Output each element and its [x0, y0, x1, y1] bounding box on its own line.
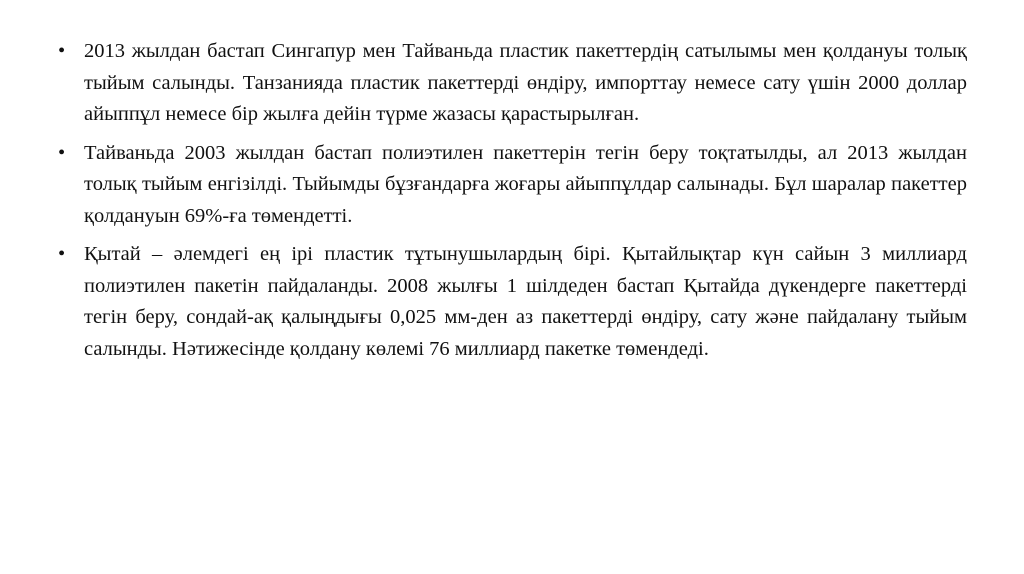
- bullet-item-china: [58, 239, 967, 365]
- bullet-item-singapore-taiwan-tanzania: [58, 36, 967, 131]
- bullet-item-taiwan: [58, 138, 967, 233]
- bullet-list: [58, 36, 967, 372]
- bullet-text: Тайваньда 2003 жылдан бастап полиэтилен пакеттерін тегін беру тоқтатылды, ал 2013 жылдан толық тыйым енгізілді. Тыйымды бұзғандарға жоғары айыппұлдар салынады. Бұл шаралар пакеттер қолдануын 69%-ға төмендетті.: [84, 141, 967, 227]
- bullet-text: Қытай – әлемдегі ең ірі пластик тұтынушылардың бірі. Қытайлықтар күн сайын 3 миллиард полиэтилен пакетін пайдаланды. 2008 жылғы 1 шілдеден бастап Қытайда дүкендерге пакеттерді тегін беру, сондай-ақ қалыңдығы 0,025 мм-ден аз пакеттерді өндіру, сату және пайдалану тыйым салынды. Нәтижесінде қолдану көлемі 76 миллиард пакетке төмендеді.: [84, 243, 967, 360]
- bullet-icon: •: [58, 40, 66, 62]
- bullet-icon: •: [58, 141, 66, 164]
- bullet-icon: •: [58, 243, 66, 265]
- bullet-text: 2013 жылдан бастап Сингапур мен Тайваньда пластик пакеттердің сатылымы мен қолдануы толық тыйым салынды. Танзанияда пластик пакеттерді өндіру, импорттау немесе сату үшін 2000 доллар айыппұл немесе бір жылға дейін түрме жазасы қарастырылған.: [84, 40, 967, 125]
